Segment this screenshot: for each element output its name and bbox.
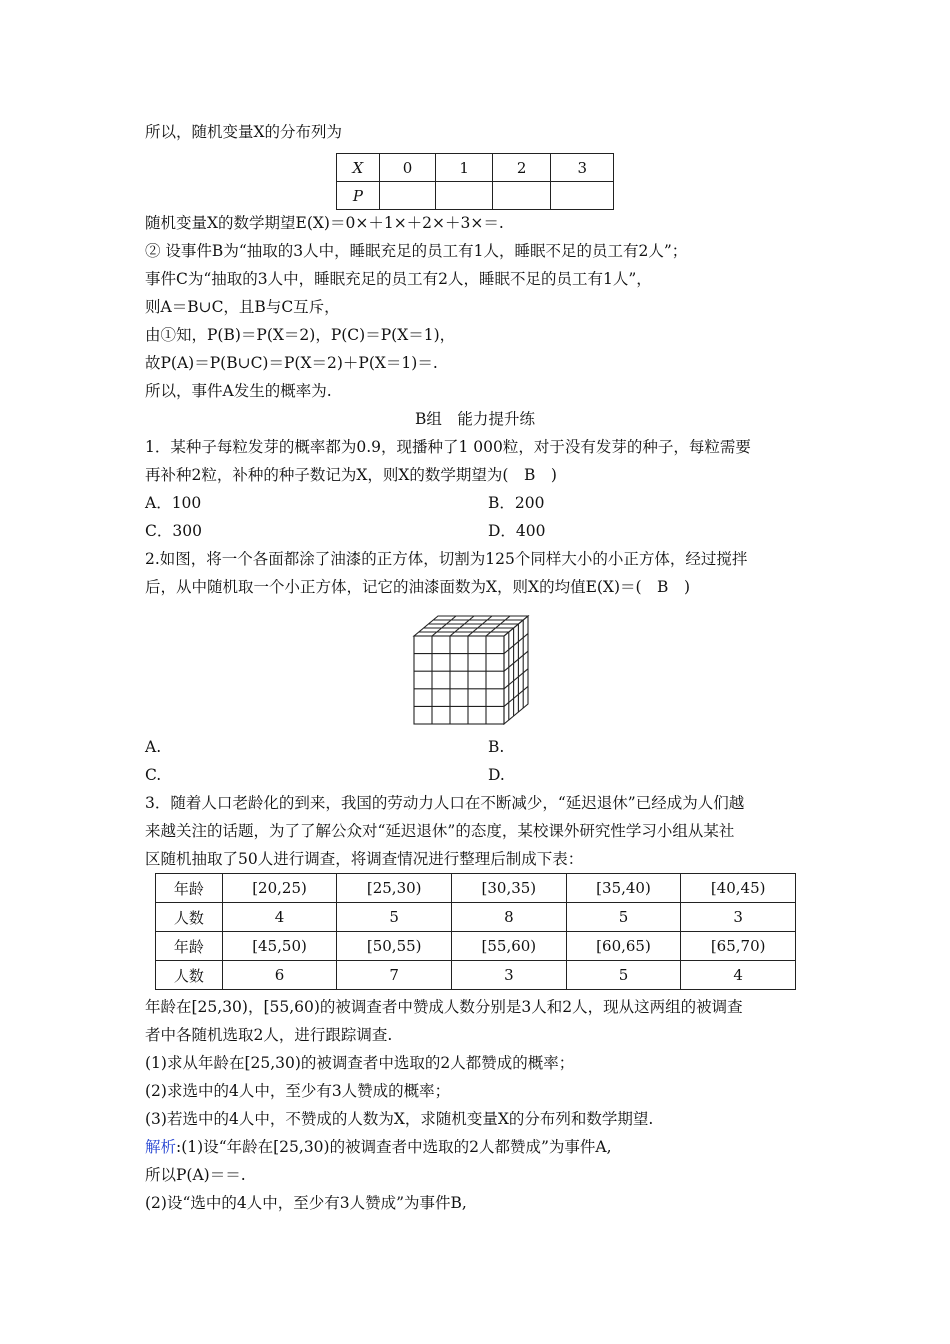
- solution-line: (2)设“选中的4人中，至少有3人赞成”为事件B,: [145, 1194, 467, 1212]
- table-row: [337, 182, 614, 210]
- table-cell: [35,40): [566, 874, 681, 903]
- table-cell: [551, 182, 614, 210]
- table-cell: 7: [337, 961, 452, 990]
- text-line: 由①知，P(B)＝P(X＝2)，P(C)＝P(X＝1)，: [145, 326, 456, 344]
- table-cell: [55,60): [452, 932, 567, 961]
- option-b: B.: [488, 738, 505, 756]
- distribution-table: [336, 153, 614, 210]
- table-cell: 5: [566, 961, 681, 990]
- table-cell: 4: [681, 961, 796, 990]
- table-row: [156, 874, 796, 903]
- option-c: C.: [145, 766, 162, 784]
- table-cell: [65,70): [681, 932, 796, 961]
- cube-figure: [410, 612, 542, 728]
- table-cell: P: [337, 182, 380, 210]
- text-line: 故P(A)＝P(B∪C)＝P(X＝2)＋P(X＝1)＝.: [145, 354, 438, 372]
- question-3-line: 来越关注的话题，为了了解公众对“延迟退休”的态度，某校课外研究性学习小组从某社: [145, 822, 735, 840]
- option-a: A.: [145, 738, 162, 756]
- solution-label: 解析: [145, 1138, 177, 1156]
- text-line: 事件C为“抽取的3人中，睡眠充足的员工有2人，睡眠不足的员工有1人”，: [145, 270, 652, 288]
- solution-text: :(1)设“年龄在[25,30)的被调查者中选取的2人都赞成”为事件A,: [176, 1138, 612, 1156]
- option-d: D．400: [488, 522, 546, 540]
- question-3-line: 者中各随机选取2人，进行跟踪调查.: [145, 1026, 393, 1044]
- table-cell: 5: [337, 903, 452, 932]
- table-row: [156, 961, 796, 990]
- table-row: [156, 932, 796, 961]
- question-1-line: 1．某种子每粒发芽的概率都为0.9，现播种了1 000粒，对于没有发芽的种子，每粒需要: [145, 438, 751, 456]
- table-cell: 4: [222, 903, 337, 932]
- table-row: [337, 154, 614, 182]
- table-cell: 1: [436, 154, 493, 182]
- intro-text: 所以，随机变量X的分布列为: [145, 123, 343, 141]
- table-cell: [60,65): [566, 932, 681, 961]
- text-line: 所以，事件A发生的概率为.: [145, 382, 332, 400]
- question-1-line: 再补种2粒，补种的种子数记为X，则X的数学期望为( B ): [145, 466, 557, 484]
- table-cell: 年龄: [156, 932, 223, 961]
- table-cell: 5: [566, 903, 681, 932]
- table-cell: 3: [551, 154, 614, 182]
- question-3-line: (2)求选中的4人中，至少有3人赞成的概率；: [145, 1082, 451, 1100]
- table-cell: 3: [681, 903, 796, 932]
- table-cell: [20,25): [222, 874, 337, 903]
- solution-line: [145, 1137, 612, 1157]
- table-cell: 6: [222, 961, 337, 990]
- table-cell: [40,45): [681, 874, 796, 903]
- table-cell: X: [337, 154, 380, 182]
- age-survey-table: [155, 873, 796, 990]
- question-3-line: (3)若选中的4人中，不赞成的人数为X，求随机变量X的分布列和数学期望.: [145, 1110, 654, 1128]
- option-a: A．100: [145, 494, 202, 512]
- option-c: C．300: [145, 522, 202, 540]
- table-row: [156, 903, 796, 932]
- table-cell: 2: [492, 154, 551, 182]
- table-cell: [45,50): [222, 932, 337, 961]
- table-cell: [379, 182, 436, 210]
- text-line: 则A＝B∪C，且B与C互斥，: [145, 298, 340, 316]
- table-cell: [25,30): [337, 874, 452, 903]
- table-cell: [50,55): [337, 932, 452, 961]
- table-cell: [30,35): [452, 874, 567, 903]
- question-3-line: 年龄在[25,30)，[55,60)的被调查者中赞成人数分别是3人和2人，现从这两组的被调查: [145, 998, 743, 1016]
- table-cell: 3: [452, 961, 567, 990]
- table-cell: 8: [452, 903, 567, 932]
- option-d: D.: [488, 766, 505, 784]
- option-b: B．200: [488, 494, 545, 512]
- table-cell: [492, 182, 551, 210]
- text-line: 随机变量X的数学期望E(X)＝0×＋1×＋2×＋3×＝.: [145, 214, 504, 232]
- table-cell: 人数: [156, 961, 223, 990]
- table-cell: [436, 182, 493, 210]
- question-3-line: (1)求从年龄在[25,30)的被调查者中选取的2人都赞成的概率；: [145, 1054, 575, 1072]
- question-3-line: 区随机抽取了50人进行调查，将调查情况进行整理后制成下表：: [145, 850, 584, 868]
- question-2-line: 2.如图，将一个各面都涂了油漆的正方体，切割为125个同样大小的小正方体，经过搅拌: [145, 550, 748, 568]
- question-2-line: 后，从中随机取一个小正方体，记它的油漆面数为X，则X的均值E(X)＝( B ): [145, 578, 690, 596]
- question-3-line: 3．随着人口老龄化的到来，我国的劳动力人口在不断减少，“延迟退休”已经成为人们越: [145, 794, 745, 812]
- table-cell: 0: [379, 154, 436, 182]
- table-cell: 人数: [156, 903, 223, 932]
- table-cell: 年龄: [156, 874, 223, 903]
- text-line: ② 设事件B为“抽取的3人中，睡眠充足的员工有1人，睡眠不足的员工有2人”；: [145, 242, 688, 260]
- section-title: B组 能力提升练: [415, 410, 535, 428]
- solution-line: 所以P(A)＝＝.: [145, 1166, 246, 1184]
